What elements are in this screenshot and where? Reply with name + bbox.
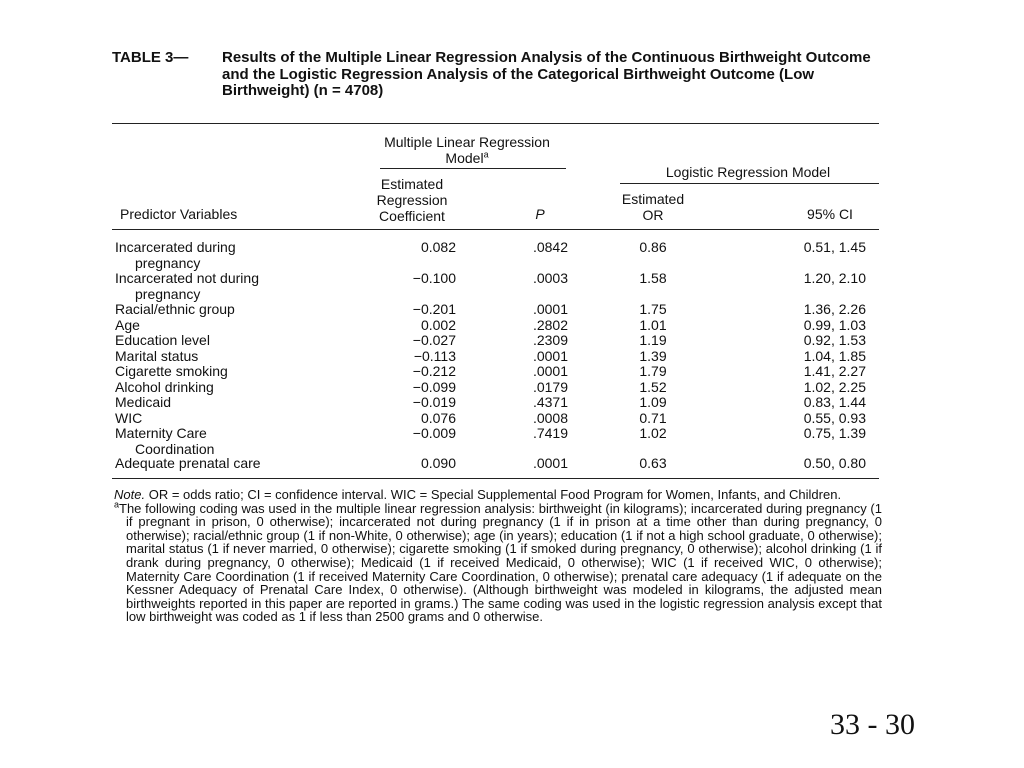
row-or: 0.63 (639, 455, 667, 471)
row-ci: 1.02, 2.25 (803, 378, 866, 395)
row-ci: 1.41, 2.27 (803, 363, 866, 379)
row-coefficient: 0.082 (420, 239, 456, 255)
row-or: 1.58 (639, 270, 667, 286)
row-ci: 0.99, 1.03 (803, 316, 866, 333)
row-p: .0001 (532, 455, 568, 471)
row-ci: 1.04, 1.85 (803, 347, 866, 364)
footnote-paragraph (114, 499, 882, 625)
row-coefficient: −0.009 (412, 425, 456, 441)
row-ci: 0.51, 1.45 (803, 239, 866, 255)
predictor-label: Medicaid (115, 394, 172, 410)
row-p: .0001 (532, 347, 568, 364)
note-text: OR = odds ratio; CI = confidence interval. WIC = Special Supplemental Food Program for Women, Infants, and Children. (148, 487, 842, 502)
footnote-marker-sup: a (483, 149, 489, 160)
predictor-label: Marital status (115, 347, 199, 364)
row-p: .0179 (532, 378, 568, 395)
header-mlr-group-text: Multiple Linear Regression Model (384, 134, 550, 166)
row-or: 1.19 (639, 332, 667, 348)
row-ci: 0.92, 1.53 (803, 332, 866, 348)
footnote-marker: a (114, 499, 120, 510)
row-predictor (115, 380, 345, 396)
row-coefficient: 0.002 (420, 316, 456, 333)
predictor-label: Cigarette smoking (115, 363, 228, 379)
row-coefficient: −0.100 (412, 270, 456, 286)
row-predictor (115, 364, 345, 380)
header-logit-group: Logistic Regression Model (665, 164, 831, 180)
row-predictor (115, 333, 345, 349)
predictor-label: Alcohol drinking (115, 378, 214, 395)
predictor-label-cont: Coordination (135, 440, 215, 457)
page-number: 33 - 30 (830, 708, 915, 741)
bottom-rule (112, 478, 879, 479)
row-p: .4371 (532, 394, 568, 410)
row-predictor (115, 426, 345, 457)
row-ci: 0.83, 1.44 (803, 394, 866, 410)
footnote-text: The following coding was used in the multiple linear regression analysis: birthweight (in kilograms); incarcerated during pregnancy (1 if pregnant in prison, 0 otherwise); incarcerated not during pregnancy (1 if in prison at a time other than during pregnancy, 0 otherwise); racial/ethnic group (1 if non-White, 0 otherwise); age (in years); education (1 if not a high school graduate, 0 otherwise); marital status (1 if never married, 0 otherwise); cigarette smoking (1 if smoked during pregnancy, 0 otherwise); alcohol drinking (1 if drank during pregnancy, 0 otherwise); Medicaid (1 if received Medicaid, 0 otherwise); WIC (1 if received WIC, 0 otherwise); Maternity Care Coordination (1 if received Maternity Care Coordination, 0 otherwise); prenatal care adequacy (1 if adequate on the Kessner Adequacy of Prenatal Care Index, 0 otherwise). (Although birthweight was modeled in kilograms, the adjusted mean birthweights reported in this paper are reported in grams.) The same coding was used in the logistic regression analysis except that low birthweight was coded as 1 if less than 2500 grams and 0 otherwise. (119, 500, 882, 625)
row-predictor (115, 302, 345, 318)
row-predictor (115, 318, 345, 334)
row-ci: 0.55, 0.93 (803, 409, 866, 426)
row-coefficient: 0.076 (420, 409, 456, 426)
row-coefficient: −0.201 (412, 301, 456, 317)
row-ci: 0.75, 1.39 (803, 425, 866, 441)
logit-group-rule (620, 183, 879, 184)
predictor-label: Incarcerated during (115, 239, 236, 255)
row-predictor (115, 456, 345, 472)
row-or: 1.09 (639, 394, 667, 410)
predictor-label: Racial/ethnic group (115, 301, 235, 317)
row-predictor (115, 271, 345, 302)
row-or: 0.86 (639, 239, 667, 255)
row-or: 1.75 (639, 301, 667, 317)
row-or: 1.01 (639, 316, 667, 333)
row-coefficient: 0.090 (420, 455, 456, 471)
table-label: TABLE 3— (112, 49, 189, 66)
row-ci: 1.20, 2.10 (803, 270, 866, 286)
predictor-label: WIC (115, 409, 143, 426)
row-p: .0842 (532, 239, 568, 255)
row-or: 1.79 (639, 363, 667, 379)
row-predictor (115, 240, 345, 271)
predictor-label-cont: pregnancy (135, 285, 201, 302)
header-mlr-group (372, 134, 562, 166)
predictor-label-cont: pregnancy (135, 254, 201, 271)
row-or: 0.71 (639, 409, 667, 426)
mlr-group-rule (380, 168, 566, 169)
row-or: 1.52 (639, 378, 667, 395)
row-ci: 0.50, 0.80 (803, 455, 866, 471)
row-predictor (115, 395, 345, 411)
header-ci: 95% CI (807, 206, 853, 222)
row-coefficient: −0.019 (412, 394, 456, 410)
header-p: P (535, 206, 545, 222)
table-notes (114, 488, 882, 624)
row-p: .0008 (532, 409, 568, 426)
header-or: Estimated OR (621, 191, 685, 223)
table-caption: Results of the Multiple Linear Regression Analysis of the Continuous Birthweight Outcome and the Logistic Regression Analysis of the Categorical Birthweight Outcome (Low Birthweight) (n = 4708) (222, 49, 871, 99)
row-p: .0001 (532, 301, 568, 317)
row-p: .0003 (532, 270, 568, 286)
row-p: .2802 (532, 316, 568, 333)
row-p: .2309 (532, 332, 568, 348)
top-rule (112, 123, 879, 124)
row-coefficient: −0.027 (412, 332, 456, 348)
header-rule (112, 229, 879, 230)
row-p: .7419 (532, 425, 568, 441)
row-coefficient: −0.212 (412, 363, 456, 379)
header-coefficient: Estimated Regression Coefficient (376, 176, 448, 224)
row-predictor (115, 411, 345, 427)
predictor-label: Adequate prenatal care (115, 455, 261, 471)
note-label: Note. (114, 487, 146, 502)
note-paragraph (114, 488, 882, 502)
row-ci: 1.36, 2.26 (803, 301, 866, 317)
row-or: 1.02 (639, 425, 667, 441)
predictor-label: Maternity Care (115, 425, 207, 441)
row-coefficient: −0.099 (412, 378, 456, 395)
predictor-label: Education level (115, 332, 210, 348)
predictor-label: Age (115, 316, 140, 333)
row-or: 1.39 (639, 347, 667, 364)
predictor-label: Incarcerated not during (115, 270, 259, 286)
row-predictor (115, 349, 345, 365)
header-predictor: Predictor Variables (120, 206, 238, 222)
row-p: .0001 (532, 363, 568, 379)
row-coefficient: −0.113 (413, 347, 456, 364)
